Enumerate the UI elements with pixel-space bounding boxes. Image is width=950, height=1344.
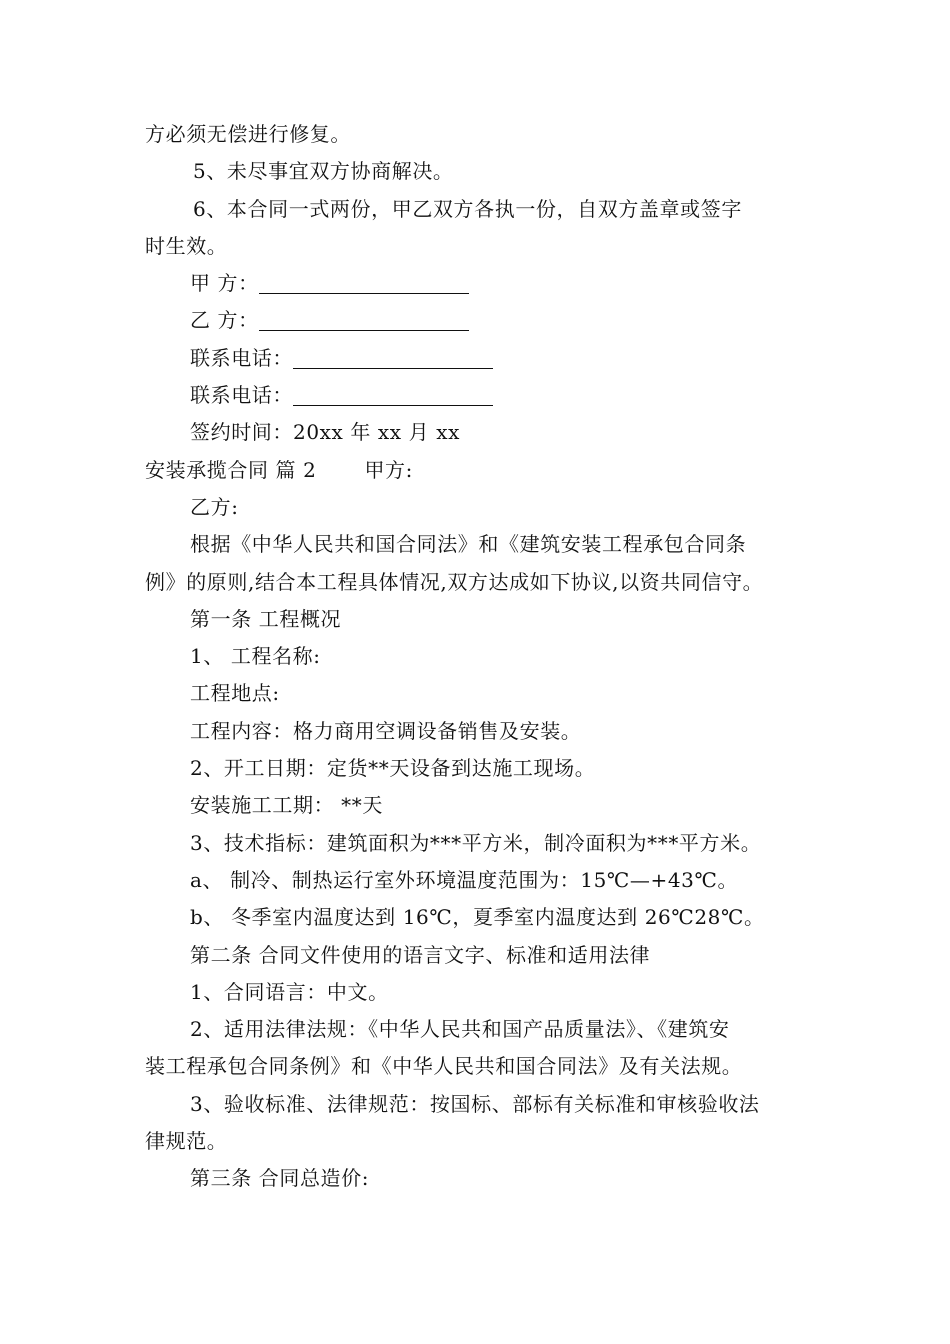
signature-line-party-b	[145, 302, 810, 339]
section-title: 安装承揽合同 篇 2	[145, 457, 317, 482]
document-body	[145, 116, 810, 1198]
label: 联系电话：	[190, 345, 293, 370]
blank-field	[293, 385, 493, 406]
text-line: 第三条 合同总造价:	[190, 1166, 370, 1191]
text-line: 根据《中华人民共和国合同法》和《建筑安装工程承包合同条	[190, 532, 747, 557]
text-line: 1、 工程名称:	[190, 644, 321, 669]
text-line: 2、适用法律法规：《中华人民共和国产品质量法》、《建筑安	[190, 1017, 730, 1042]
text-line: a、 制冷、制热运行室外环境温度范围为：15℃—+43℃。	[190, 867, 739, 892]
text-line: 例》的原则,结合本工程具体情况,双方达成如下协议,以资共同信守。	[145, 569, 764, 594]
text-line: 2、开工日期：定货**天设备到达施工现场。	[190, 756, 596, 781]
text-line: 工程内容：格力商用空调设备销售及安装。	[190, 718, 582, 743]
label: 乙 方：	[190, 308, 259, 333]
section-heading-line	[145, 452, 810, 489]
party-a-label: 甲方:	[364, 457, 413, 482]
text-line: 律规范。	[145, 1129, 228, 1154]
phone-line-2	[145, 377, 810, 414]
text-line: 方必须无偿进行修复。	[145, 122, 351, 146]
text-line: b、 冬季室内温度达到 16℃，夏季室内温度达到 26℃28℃。	[190, 905, 765, 930]
phone-line-1	[145, 340, 810, 377]
text-line: 装工程承包合同条例》和《中华人民共和国合同法》及有关法规。	[145, 1054, 743, 1079]
text-line: 工程地点:	[190, 681, 280, 706]
signature-line-party-a	[145, 265, 810, 302]
text-line: 3、验收标准、法律规范：按国标、部标有关标准和审核验收法	[190, 1091, 760, 1116]
text-line: 时生效。	[145, 233, 228, 258]
text-line: 第二条 合同文件使用的语言文字、标准和适用法律	[190, 942, 651, 967]
label: 联系电话：	[190, 383, 293, 408]
blank-field	[259, 273, 469, 294]
text-line: 签约时间：20xx 年 xx 月 xx	[190, 420, 460, 445]
label: 甲 方：	[190, 271, 259, 296]
text-line: 1、合同语言：中文。	[190, 979, 389, 1004]
text-line: 3、技术指标：建筑面积为***平方米，制冷面积为***平方米。	[190, 830, 762, 855]
text-line: 第一条 工程概况	[190, 606, 342, 631]
blank-field	[293, 348, 493, 369]
blank-field	[259, 310, 469, 331]
text-line: 乙方:	[190, 494, 239, 519]
text-line: 5、未尽事宜双方协商解决。	[193, 159, 454, 184]
text-line: 安装施工工期： **天	[190, 793, 383, 818]
text-line: 6、本合同一式两份，甲乙双方各执一份，自双方盖章或签字	[193, 196, 742, 221]
